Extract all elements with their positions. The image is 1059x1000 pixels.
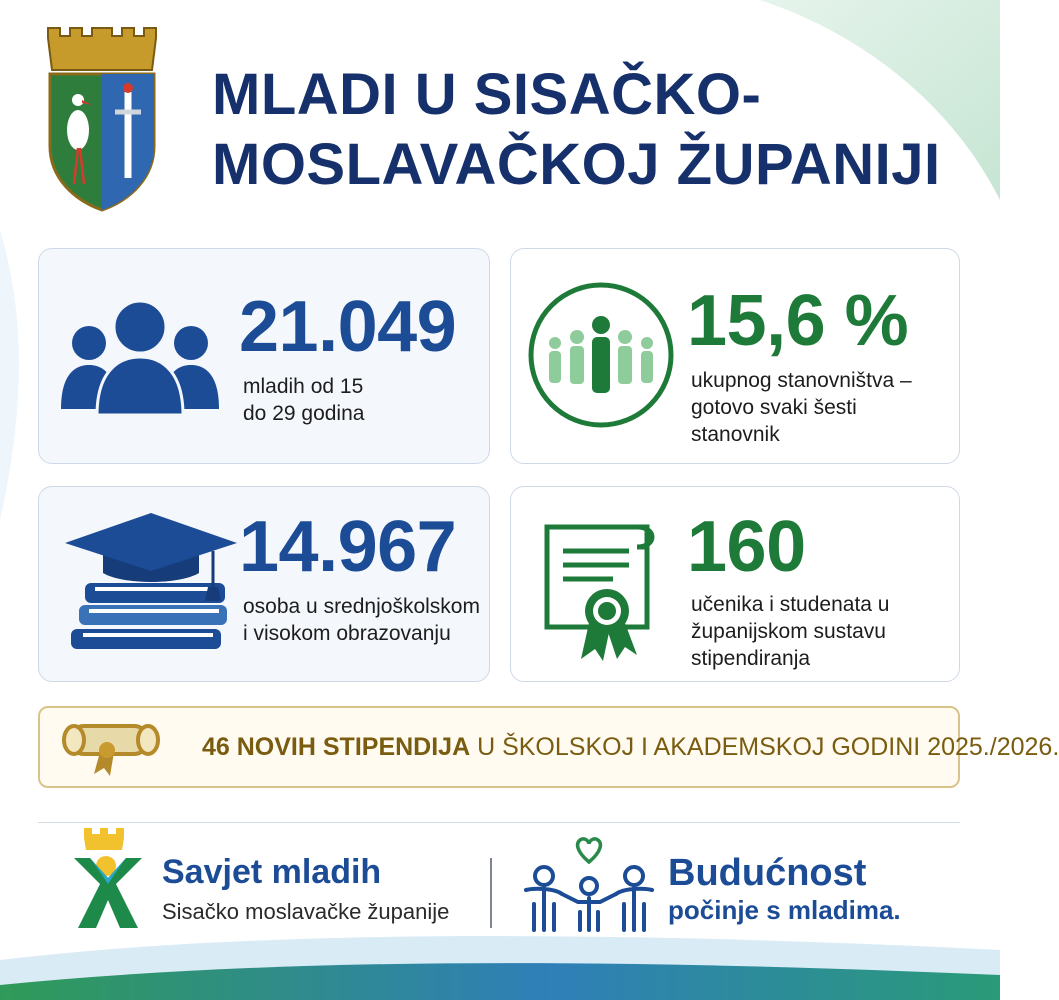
population-circle-icon — [525, 279, 677, 431]
family-heart-icon — [522, 838, 656, 934]
scholarships-banner — [38, 706, 1059, 788]
stat-card-students-count — [38, 486, 490, 682]
slogan — [668, 852, 901, 926]
population-share-value: 15,6 % — [687, 281, 909, 361]
diploma-scroll-icon — [56, 716, 166, 778]
slogan-line-2: počinje s mladima. — [668, 895, 901, 925]
stat-card-scholarships — [510, 486, 960, 682]
scholarships-value: 160 — [687, 507, 806, 587]
population-share-description: ukupnog stanovništva – gotovo svaki šesti stanovnik — [691, 369, 912, 446]
youth-council-logo-icon — [70, 828, 148, 940]
people-group-icon — [59, 299, 221, 417]
students-count-description: osoba u srednjoškolskom i visokom obrazovanju — [243, 595, 480, 645]
page-title — [212, 60, 941, 200]
org-subtitle: Sisačko moslavačke županije — [162, 899, 450, 924]
stat-card-youth-count — [38, 248, 490, 464]
scholarships-description: učenika i studenata u županijskom sustavu stipendiranja — [691, 593, 890, 670]
banner-highlight: 46 NOVIH STIPENDIJA — [202, 733, 471, 761]
graduation-cap-books-icon — [63, 509, 239, 659]
coat-of-arms-icon — [40, 28, 164, 212]
footer-separator — [38, 822, 960, 823]
footer-divider — [490, 858, 492, 928]
slogan-line-1: Budućnost — [668, 852, 867, 894]
title-line-2: MOSLAVAČKOJ ŽUPANIJI — [212, 132, 941, 197]
youth-count-value: 21.049 — [239, 287, 457, 367]
students-count-value: 14.967 — [239, 507, 457, 587]
youth-count-description: mladih od 15 do 29 godina — [243, 375, 365, 425]
banner-rest: U ŠKOLSKOJ I AKADEMSKOJ GODINI 2025./2026. — [470, 733, 1059, 761]
stat-card-population-share — [510, 248, 960, 464]
banner-text — [202, 730, 1059, 764]
org-name: Savjet mladih — [162, 853, 382, 891]
certificate-scroll-icon — [533, 511, 663, 667]
title-line-1: MLADI U SISAČKO- — [212, 62, 762, 127]
